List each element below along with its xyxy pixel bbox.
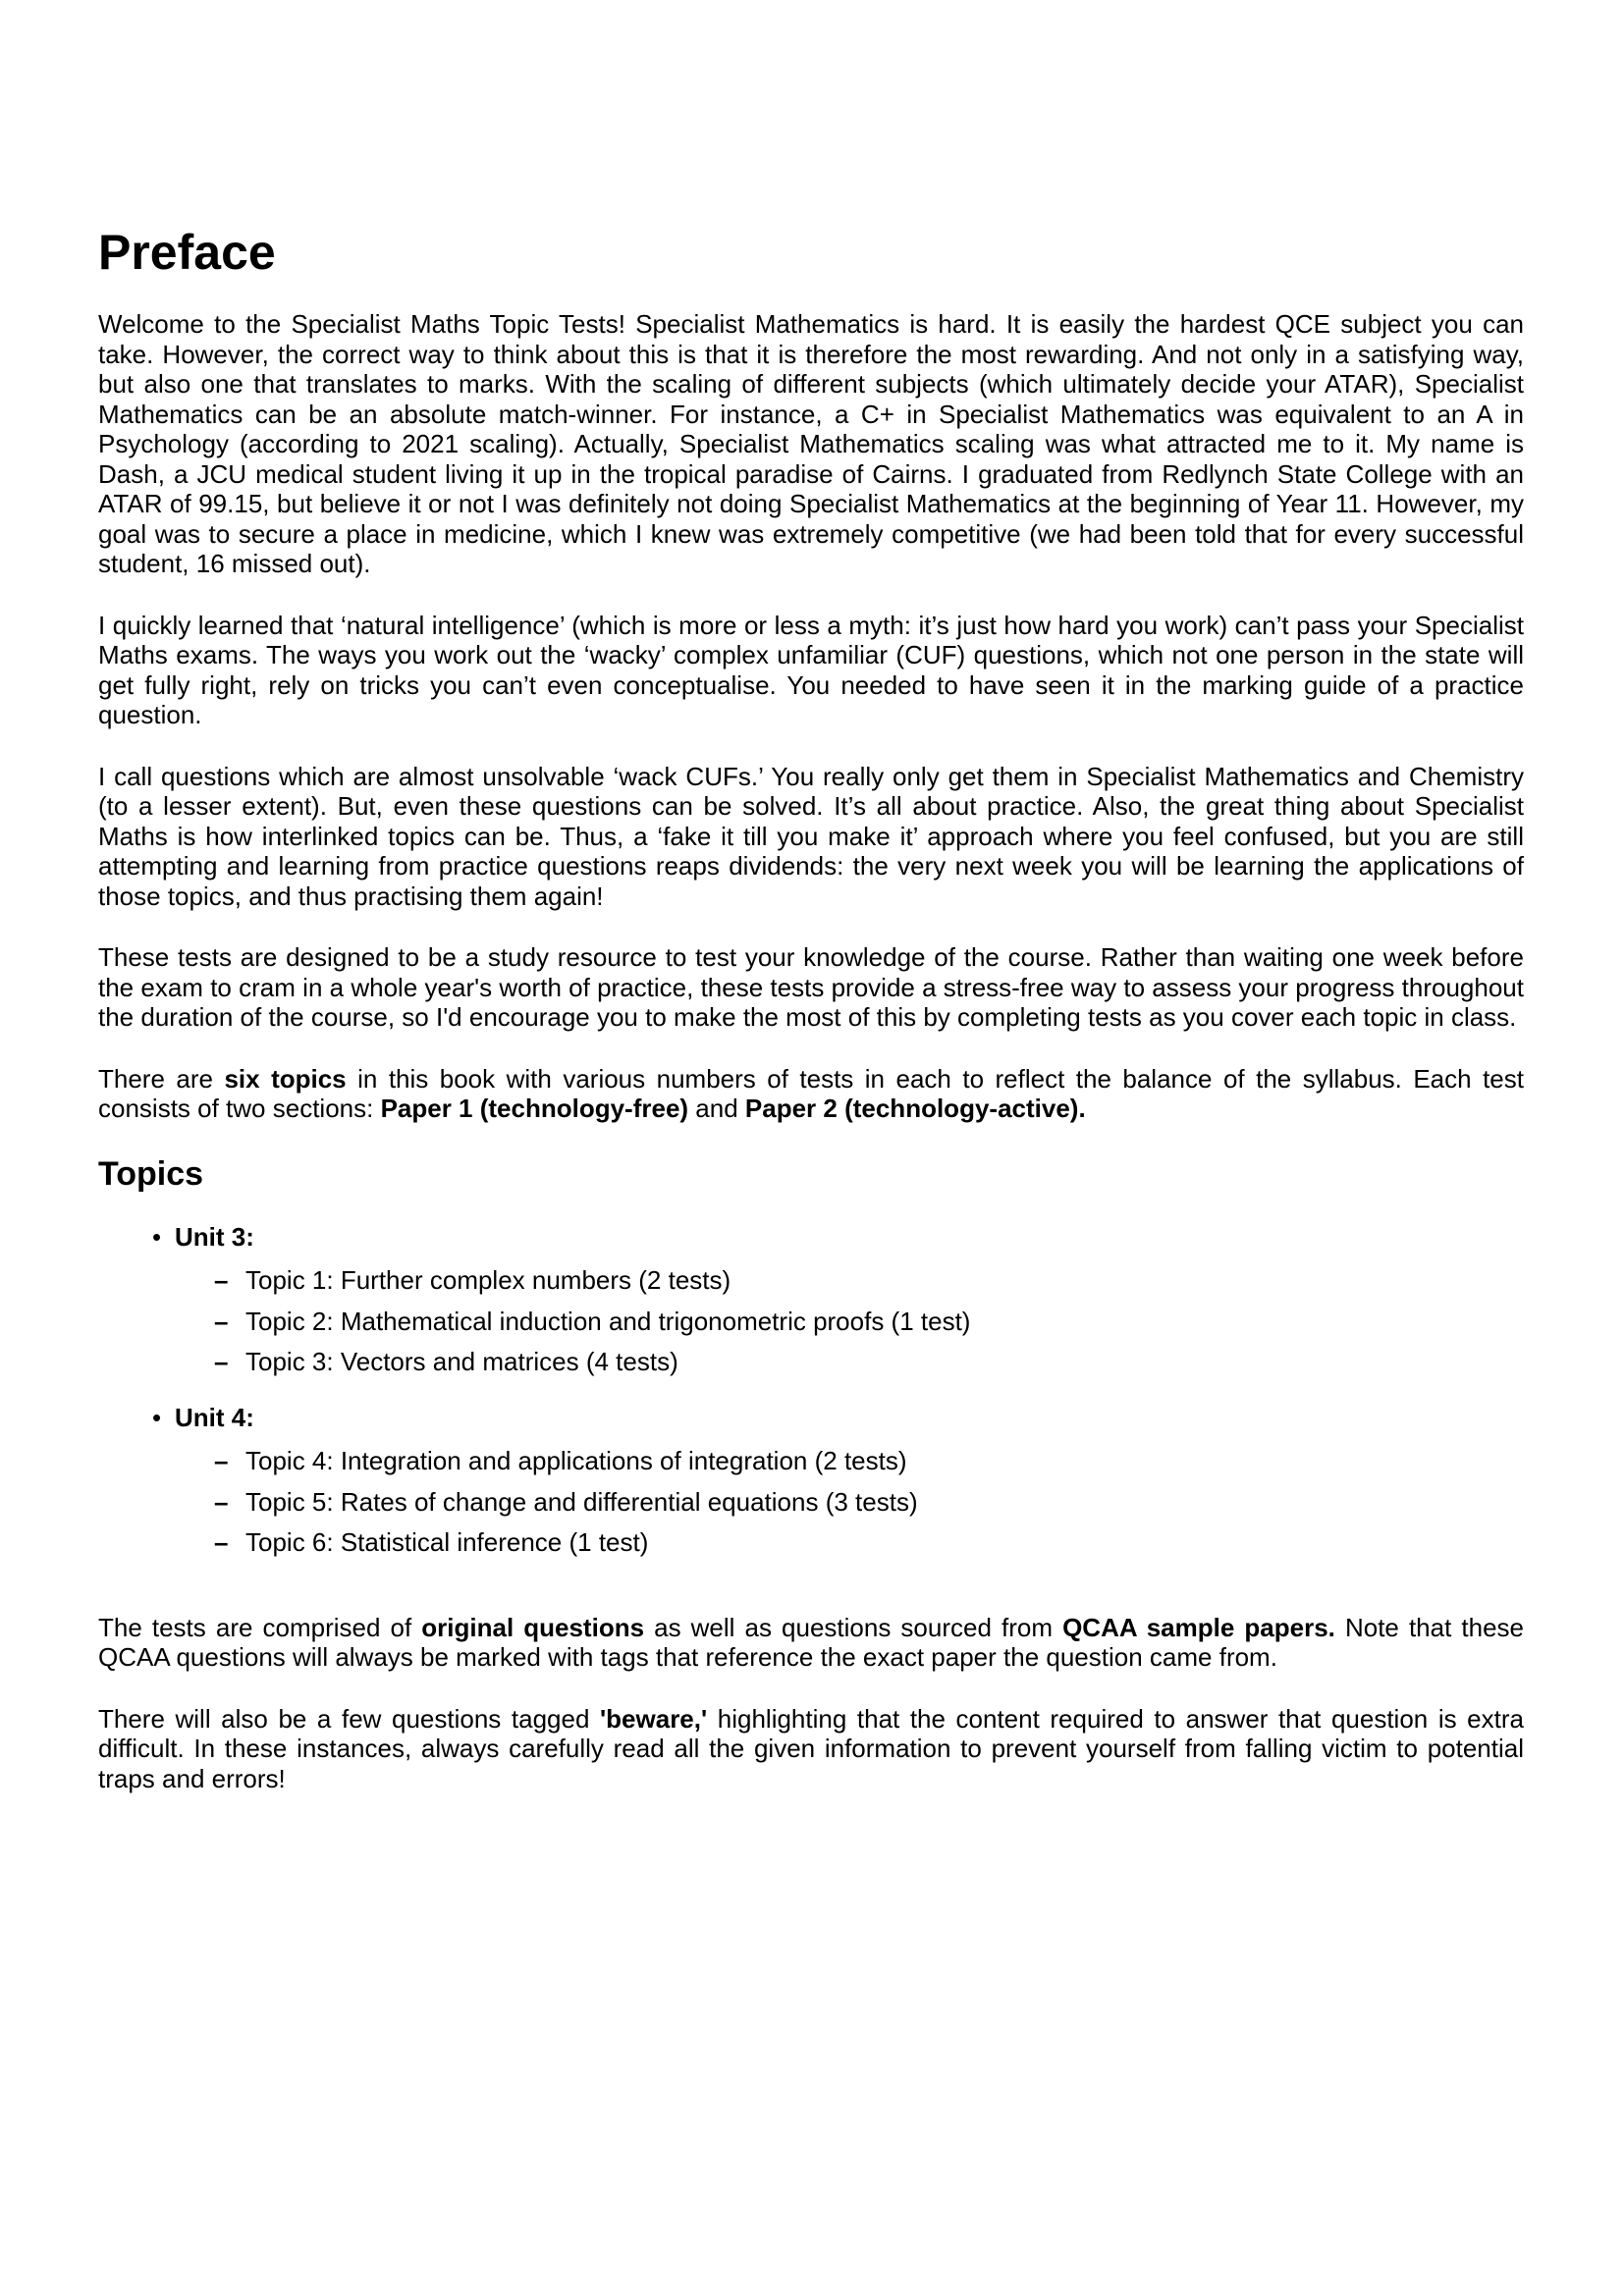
topic-6-item — [98, 1527, 1524, 1558]
paragraph-wack-cufs: I call questions which are almost unsolvable ‘wack CUFs.’ You really only get them in Specialist Mathematics and Chemistry (to a lesser extent). But, even these questions can be solved. It’s all about practice. Also, the great thing about Specialist Maths is how interlinked topics can be. Thus, a ‘fake it till you make it’ approach where you feel confused, but you are still attempting and learning from practice questions reaps dividends: the very next week you will be learning the applications of those topics, and thus practising them again! — [98, 761, 1524, 911]
text-segment: There will also be a few questions tagged — [98, 1703, 600, 1734]
text-segment: Note that these QCAA questions will always be marked with tags that reference the exact paper the question came from. — [98, 1612, 1524, 1672]
unit-4-label: Unit 4: — [175, 1402, 254, 1432]
bold-original-questions: original questions — [421, 1612, 645, 1642]
dash-marker: – — [214, 1265, 229, 1295]
text-segment: There are — [98, 1063, 225, 1094]
unit-3-topics — [98, 1265, 1524, 1377]
paragraph-question-sources — [98, 1613, 1524, 1673]
topic-2-item — [98, 1307, 1524, 1337]
bold-beware: 'beware,' — [599, 1703, 708, 1734]
text-segment: in this book with various numbers of tests in each to reflect the balance of the syllabus. Each test consists of two sections: — [98, 1063, 1524, 1123]
topic-4-item — [98, 1446, 1524, 1476]
paragraph-natural-intelligence: I quickly learned that ‘natural intelligence’ (which is more or less a myth: it’s just how hard you work) can’t pass your Specialist Maths exams. The ways you work out the ‘wacky’ complex unfamiliar (CUF) questions, which not one person in the state will get fully right, rely on tricks you can’t even conceptualise. You needed to have seen it in the marking guide of a practice question. — [98, 610, 1524, 729]
text-segment: The tests are comprised of — [98, 1612, 422, 1642]
topic-4-label: Topic 4: Integration and applications of integration (2 tests) — [245, 1446, 907, 1475]
paragraph-welcome: Welcome to the Specialist Maths Topic Tests! Specialist Mathematics is hard. It is easily the hardest QCE subject you can take. However, the correct way to think about this is that it is therefore the most rewarding. And not only in a satisfying way, but also one that translates to marks. With the scaling of different subjects (which ultimately decide your ATAR), Specialist Mathematics can be an absolute match-winner. For instance, a C+ in Specialist Mathematics was equivalent to an A in Psychology (according to 2021 scaling). Actually, Specialist Mathematics scaling was what attracted me to it. My name is Dash, a JCU medical student living it up in the tropical paradise of Cairns. I graduated from Redlynch State College with an ATAR of 99.15, but believe it or not I was definitely not doing Specialist Mathematics at the beginning of Year 11. However, my goal was to secure a place in medicine, which I knew was extremely competitive (we had been told that for every successful student, 16 missed out). — [98, 309, 1524, 578]
paragraph-six-topics — [98, 1064, 1524, 1124]
bold-paper-1: Paper 1 (technology-free) — [380, 1094, 689, 1123]
topic-2-label: Topic 2: Mathematical induction and trigonometric proofs (1 test) — [245, 1306, 971, 1336]
unit-3-label: Unit 3: — [175, 1221, 254, 1252]
bullet-marker: • — [152, 1402, 162, 1432]
dash-marker: – — [214, 1486, 229, 1517]
paragraph-beware-tag — [98, 1704, 1524, 1794]
topic-1-label: Topic 1: Further complex numbers (2 tests) — [245, 1265, 731, 1295]
topic-5-item — [98, 1487, 1524, 1518]
unit-3-label-row — [98, 1222, 1524, 1253]
topic-3-label: Topic 3: Vectors and matrices (4 tests) — [245, 1347, 678, 1376]
bullet-marker: • — [152, 1221, 162, 1252]
text-segment: as well as questions sourced from — [644, 1612, 1063, 1642]
topic-1-item — [98, 1265, 1524, 1296]
dash-marker: – — [214, 1347, 229, 1376]
topics-list — [98, 1222, 1524, 1558]
dash-marker: – — [214, 1446, 229, 1475]
topic-3-item — [98, 1347, 1524, 1377]
topics-heading: Topics — [98, 1154, 204, 1193]
text-segment: highlighting that the content required to answer that question is extra difficult. In these instances, always carefully read all the given information to prevent yourself from falling victim to potential traps and errors! — [98, 1703, 1524, 1793]
bold-qcaa-sample-papers: QCAA sample papers. — [1062, 1612, 1335, 1642]
dash-marker: – — [214, 1527, 229, 1557]
bold-six-topics: six topics — [224, 1063, 347, 1094]
unit-4-block — [98, 1403, 1524, 1558]
paragraph-study-resource: These tests are designed to be a study resource to test your knowledge of the course. Rather than waiting one week before the exam to cram in a whole year's worth of practice, these tests provide a stress-free way to assess your progress throughout the duration of the course, so I'd encourage you to make the most of this by completing tests as you cover each topic in class. — [98, 942, 1524, 1032]
unit-4-label-row — [98, 1403, 1524, 1433]
topic-6-label: Topic 6: Statistical inference (1 test) — [245, 1527, 649, 1557]
dash-marker: – — [214, 1306, 229, 1336]
page-title: Preface — [98, 225, 276, 280]
topic-5-label: Topic 5: Rates of change and differential equations (3 tests) — [245, 1486, 918, 1517]
unit-3-block — [98, 1222, 1524, 1377]
unit-4-topics — [98, 1446, 1524, 1558]
text-segment: and — [688, 1094, 745, 1123]
bold-paper-2: Paper 2 (technology-active). — [744, 1094, 1086, 1123]
